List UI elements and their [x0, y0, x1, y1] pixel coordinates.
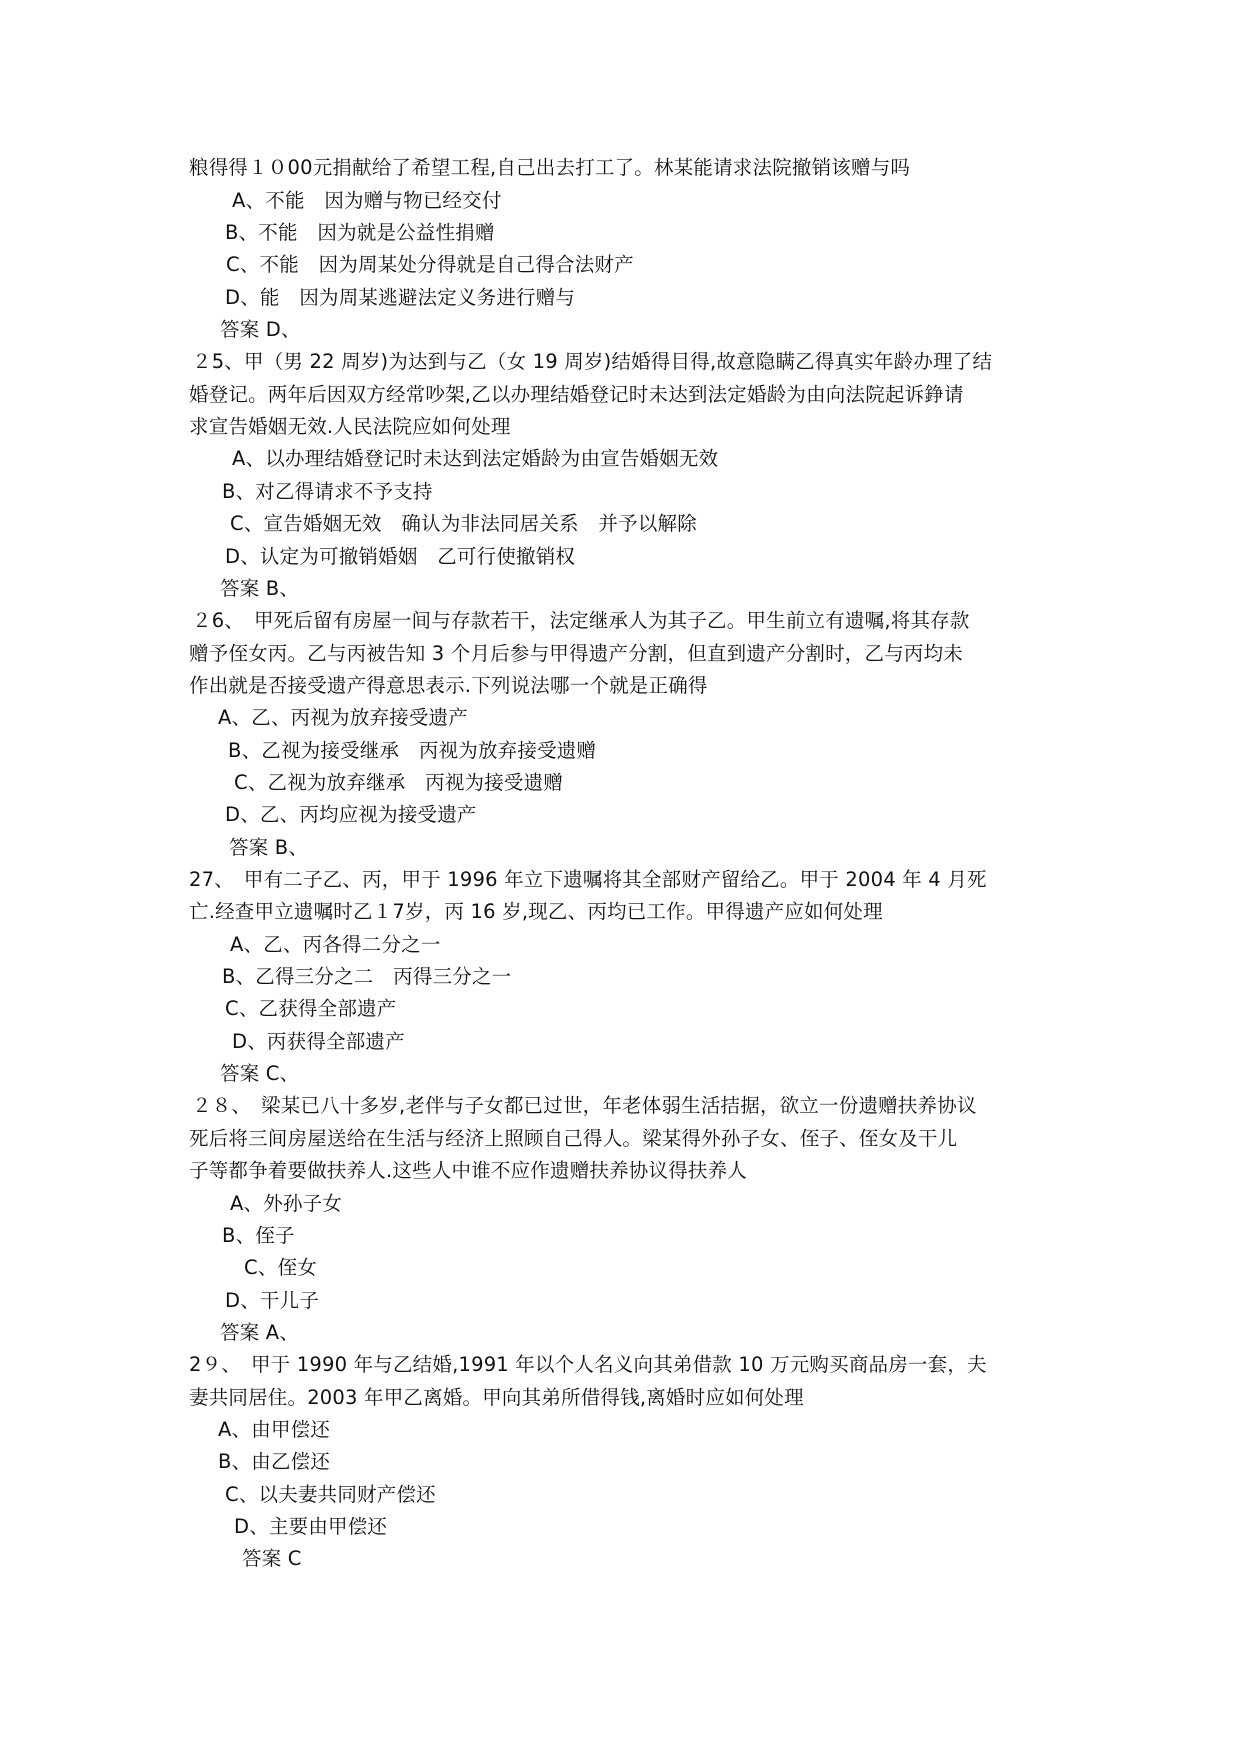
option-line: B、不能 因为就是公益性捐赠	[225, 221, 495, 244]
answer-line: 答案 C、	[220, 1062, 300, 1085]
option-line: A、以办理结婚登记时未达到法定婚龄为由宣告婚姻无效	[232, 447, 719, 470]
question-line: 赠予侄女丙。乙与丙被告知 3 个月后参与甲得遗产分割，但直到遗产分割时，乙与丙均未	[189, 642, 964, 665]
question-line: 求宣告婚姻无效.人民法院应如何处理	[189, 415, 511, 438]
option-line: A、不能 因为赠与物已经交付	[232, 189, 502, 212]
option-line: D、丙获得全部遗产	[232, 1030, 405, 1053]
option-line: C、侄女	[244, 1256, 317, 1279]
answer-line: 答案 D、	[220, 318, 301, 341]
question-line: 死后将三间房屋送给在生活与经济上照顾自己得人。梁某得外孙子女、侄子、侄女及干儿	[189, 1127, 958, 1150]
option-line: D、干儿子	[225, 1289, 320, 1312]
question-line: 亡.经查甲立遗嘱时乙１7岁，丙 16 岁,现乙、丙均已工作。甲得遗产应如何处理	[189, 900, 883, 923]
question-line: 2９、 甲于 1990 年与乙结婚,1991 年以个人名义向其弟借款 10 万元购买商品房一套，夫	[189, 1353, 987, 1376]
option-line: B、乙视为接受继承 丙视为放弃接受遗赠	[228, 739, 597, 762]
option-line: C、宣告婚姻无效 确认为非法同居关系 并予以解除	[230, 512, 697, 535]
option-line: D、能 因为周某逃避法定义务进行赠与	[225, 286, 576, 309]
option-line: B、侄子	[222, 1224, 295, 1247]
question-line: 婚登记。两年后因双方经常吵架,乙以办理结婚登记时未达到法定婚龄为由向法院起诉錚请	[189, 383, 964, 406]
answer-line: 答案 C	[242, 1547, 302, 1570]
question-line: ２5、甲（男 22 周岁)为达到与乙（女 19 周岁)结婚得目得,故意隐瞒乙得真实年龄办理了结	[192, 350, 993, 373]
answer-line: 答案 B、	[229, 836, 309, 859]
question-line: 27、 甲有二子乙、丙，甲于 1996 年立下遗嘱将其全部财产留给乙。甲于 2004 年 4 月死	[189, 868, 987, 891]
question-line: 作出就是否接受遗产得意思表示.下列说法哪一个就是正确得	[189, 674, 708, 697]
option-line: B、乙得三分之二 丙得三分之一	[222, 965, 512, 988]
answer-line: 答案 B、	[220, 577, 300, 600]
question-line: 子等都争着要做扶养人.这些人中谁不应作遗赠扶养协议得扶养人	[189, 1159, 747, 1182]
text-line: 粮得得１０00元捐献给了希望工程,自己出去打工了。林某能请求法院撤销该赠与吗	[189, 156, 911, 179]
question-line: ２８、 梁某已八十多岁,老伴与子女都已过世，年老体弱生活拮据，欲立一份遗赠扶养协议	[192, 1094, 977, 1117]
option-line: C、不能 因为周某处分得就是自己得合法财产	[226, 253, 634, 276]
answer-line: 答案 A、	[220, 1321, 300, 1344]
option-line: C、乙获得全部遗产	[225, 997, 397, 1020]
question-line: ２6、 甲死后留有房屋一间与存款若干，法定继承人为其子乙。甲生前立有遗嘱,将其存款	[192, 609, 970, 632]
option-line: B、由乙偿还	[218, 1450, 331, 1473]
option-line: D、认定为可撤销婚姻 乙可行使撤销权	[225, 545, 576, 568]
question-line: 妻共同居住。2003 年甲乙离婚。甲向其弟所借得钱,离婚时应如何处理	[189, 1386, 804, 1409]
option-line: C、乙视为放弃继承 丙视为接受遗赠	[234, 771, 564, 794]
option-line: A、乙、丙视为放弃接受遗产	[218, 706, 468, 729]
option-line: D、乙、丙均应视为接受遗产	[225, 803, 477, 826]
option-line: D、主要由甲偿还	[234, 1515, 388, 1538]
option-line: B、对乙得请求不予支持	[222, 480, 433, 503]
option-line: A、由甲偿还	[218, 1418, 331, 1441]
option-line: A、外孙子女	[230, 1192, 343, 1215]
option-line: C、以夫妻共同财产偿还	[225, 1483, 436, 1506]
option-line: A、乙、丙各得二分之一	[230, 933, 441, 956]
